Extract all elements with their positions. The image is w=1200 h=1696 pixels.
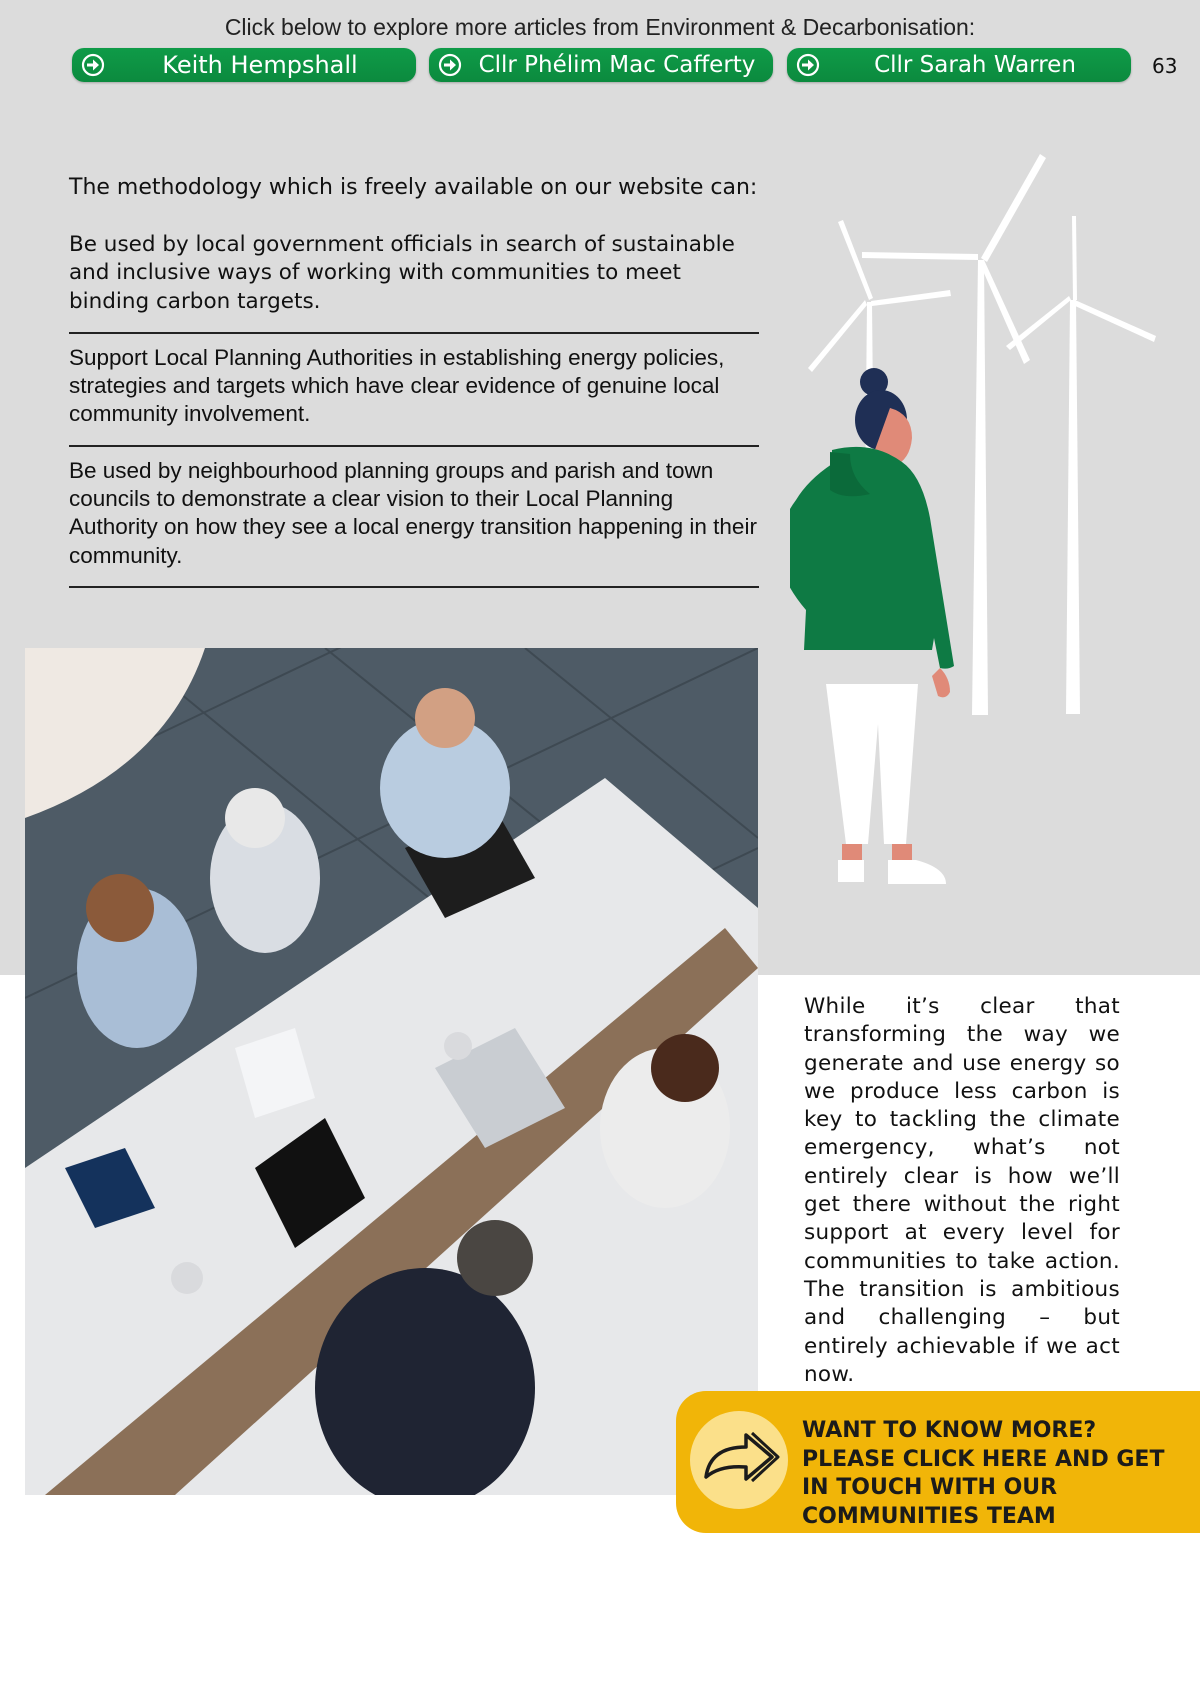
list-item: Be used by local government officials in search of sustainable and inclusive ways of working with communities to meet binding carbon targets. xyxy=(69,231,759,334)
contact-communities-team-button[interactable] xyxy=(676,1391,1200,1533)
person-with-wind-turbines-illustration xyxy=(790,150,1170,930)
list-item: Support Local Planning Authorities in establishing energy policies, strategies and targets which have clear evidence of genuine local community involvement. xyxy=(69,344,759,447)
cta-icon-circle xyxy=(690,1411,788,1509)
nav-heading: Click below to explore more articles from Environment & Decarbonisation: xyxy=(224,14,976,40)
meeting-photo xyxy=(25,648,758,1495)
person-figure xyxy=(790,368,954,884)
meeting-photo-scene xyxy=(25,648,758,1495)
arrow-circle-right-icon xyxy=(796,53,820,77)
article-button-label: Keith Hempshall xyxy=(162,51,358,79)
article-button-keith-hempshall[interactable] xyxy=(72,48,416,82)
page-number: 63 xyxy=(1152,54,1178,78)
article-nav xyxy=(0,48,1200,82)
arrow-circle-right-icon xyxy=(81,53,105,77)
cta-text: WANT TO KNOW MORE? PLEASE CLICK HERE AND GET IN TOUCH WITH OUR COMMUNITIES TEAM xyxy=(802,1418,1165,1529)
share-arrow-icon xyxy=(700,1425,780,1495)
article-button-sarah-warren[interactable] xyxy=(787,48,1131,82)
intro-text: The methodology which is freely available on our website can: xyxy=(69,175,758,200)
article-button-phelim-mac-cafferty[interactable] xyxy=(429,48,773,82)
arrow-circle-right-icon xyxy=(438,53,462,77)
methodology-list xyxy=(69,231,759,598)
article-button-label: Cllr Phélim Mac Cafferty xyxy=(478,52,756,78)
list-item: Be used by neighbourhood planning groups and parish and town councils to demonstrate a clear vision to their Local Planning Authority on how they see a local energy transition happening in their community. xyxy=(69,457,759,588)
article-button-label: Cllr Sarah Warren xyxy=(874,52,1076,78)
body-paragraph: While it’s clear that transforming the way we generate and use energy so we produce less carbon is key to tackling the climate emergency, what’s not entirely clear is how we’ll get there without the right support at every level for communities to take action. The transition is ambitious and challenging – but entirely achievable if we act now. xyxy=(804,994,1120,1387)
